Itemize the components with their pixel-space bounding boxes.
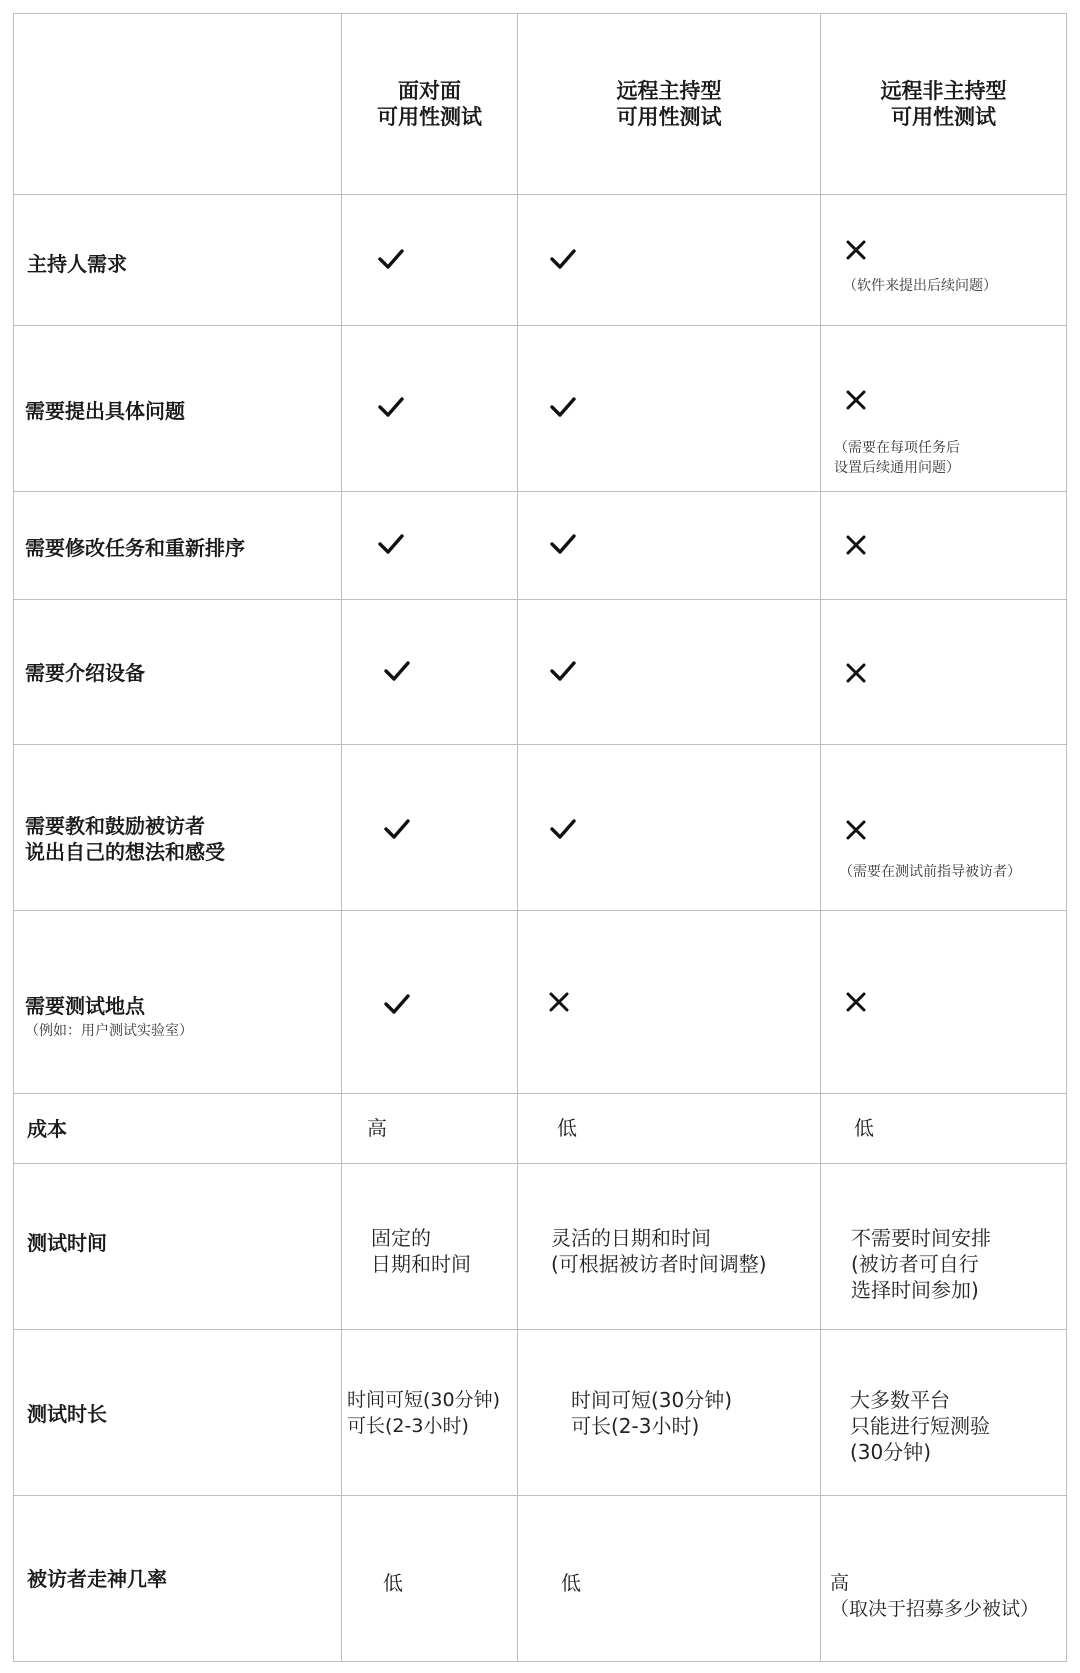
cell-value: 不需要时间安排 (被访者可自行 选择时间参加) bbox=[851, 1226, 991, 1302]
row-label-specific-questions: 需要提出具体问题 bbox=[25, 399, 185, 423]
row-label-test-duration: 测试时长 bbox=[27, 1402, 107, 1426]
check-icon bbox=[377, 248, 405, 270]
check-icon bbox=[377, 533, 405, 555]
check-icon bbox=[383, 818, 411, 840]
cell-value: 低 bbox=[561, 1571, 581, 1595]
cross-icon bbox=[845, 991, 867, 1013]
check-icon bbox=[383, 660, 411, 682]
column-divider bbox=[517, 13, 518, 1662]
row-divider bbox=[13, 491, 1067, 492]
cross-icon bbox=[845, 662, 867, 684]
cross-icon bbox=[845, 819, 867, 841]
cell-note: （需要在测试前指导被访者） bbox=[839, 864, 1021, 880]
cell-value: 低 bbox=[854, 1116, 874, 1140]
table-border-bottom bbox=[13, 1661, 1067, 1662]
check-icon bbox=[383, 993, 411, 1015]
check-icon bbox=[549, 396, 577, 418]
cross-icon bbox=[845, 389, 867, 411]
cross-icon bbox=[845, 239, 867, 261]
row-label-moderator-required: 主持人需求 bbox=[27, 252, 127, 276]
row-label-test-time: 测试时间 bbox=[27, 1231, 107, 1255]
check-icon bbox=[549, 533, 577, 555]
table-border-left bbox=[13, 13, 14, 1662]
table-border-right bbox=[1066, 13, 1067, 1662]
row-divider bbox=[13, 599, 1067, 600]
row-divider bbox=[13, 194, 1067, 195]
check-icon bbox=[549, 660, 577, 682]
check-icon bbox=[549, 248, 577, 270]
cell-note: （软件来提出后续问题） bbox=[843, 278, 997, 294]
row-divider bbox=[13, 1495, 1067, 1496]
row-label-cost: 成本 bbox=[27, 1117, 67, 1141]
row-label-test-location: 需要测试地点 bbox=[25, 994, 145, 1018]
column-header-remote-moderated: 远程主持型 可用性测试 bbox=[616, 79, 722, 129]
check-icon bbox=[377, 396, 405, 418]
cell-value: 固定的 日期和时间 bbox=[371, 1226, 471, 1276]
column-header-in-person: 面对面 可用性测试 bbox=[377, 79, 482, 129]
cell-value: 低 bbox=[557, 1116, 577, 1140]
cell-note: （需要在每项任务后 设置后续通用问题） bbox=[834, 440, 960, 476]
row-label-introduce-equipment: 需要介绍设备 bbox=[25, 661, 145, 685]
cell-value: 低 bbox=[383, 1571, 403, 1595]
cross-icon bbox=[548, 991, 570, 1013]
row-divider bbox=[13, 1329, 1067, 1330]
column-divider bbox=[341, 13, 342, 1662]
check-icon bbox=[549, 818, 577, 840]
row-divider bbox=[13, 1163, 1067, 1164]
cell-value: 灵活的日期和时间 (可根据被访者时间调整) bbox=[551, 1226, 767, 1276]
cell-value: 高 （取决于招募多少被试） bbox=[830, 1572, 1040, 1620]
cell-value: 高 bbox=[367, 1116, 387, 1140]
cell-value: 大多数平台 只能进行短测验 (30分钟) bbox=[850, 1388, 990, 1464]
row-divider bbox=[13, 1093, 1067, 1094]
row-label-modify-reorder-tasks: 需要修改任务和重新排序 bbox=[25, 536, 245, 560]
row-divider bbox=[13, 744, 1067, 745]
table-border-top bbox=[13, 13, 1067, 14]
row-label-think-aloud-coaching: 需要教和鼓励被访者 说出自己的想法和感受 bbox=[25, 814, 225, 864]
column-divider bbox=[820, 13, 821, 1662]
row-divider bbox=[13, 910, 1067, 911]
row-sublabel: （例如：用户测试实验室） bbox=[25, 1023, 193, 1039]
row-label-distraction-rate: 被访者走神几率 bbox=[27, 1567, 167, 1591]
row-divider bbox=[13, 325, 1067, 326]
cross-icon bbox=[845, 534, 867, 556]
cell-value: 时间可短(30分钟) 可长(2-3小时) bbox=[571, 1388, 733, 1438]
cell-value: 时间可短(30分钟) 可长(2-3小时) bbox=[347, 1389, 501, 1437]
column-header-remote-unmoderated: 远程非主持型 可用性测试 bbox=[880, 79, 1007, 129]
